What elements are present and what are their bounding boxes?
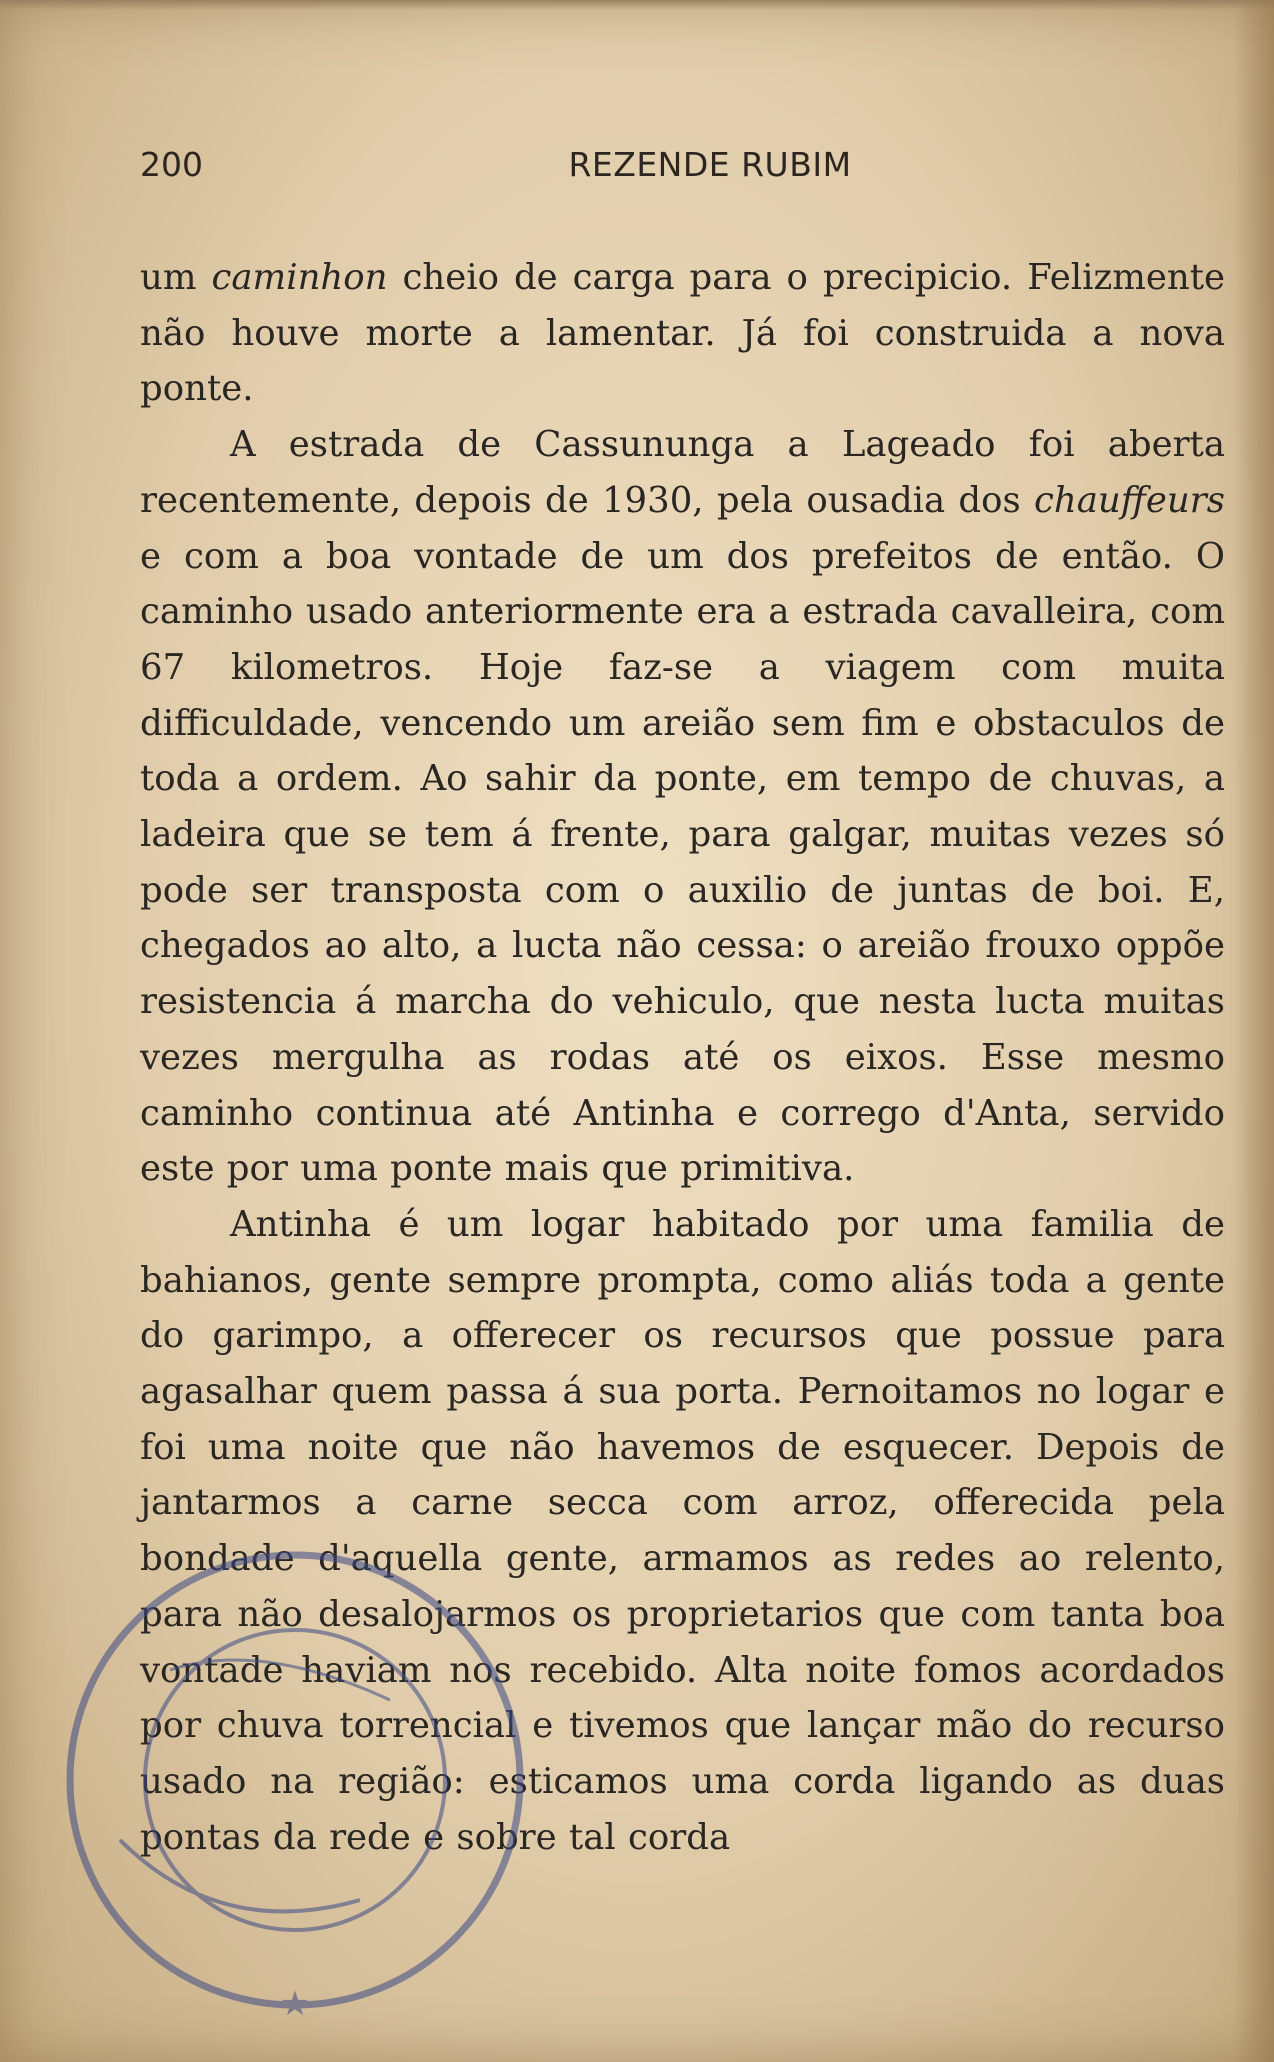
page-right-shadow (1234, 0, 1274, 2062)
svg-text:★: ★ (279, 1984, 311, 2024)
paragraph (140, 250, 1225, 417)
italic-text: chauffeurs (1034, 479, 1225, 521)
italic-text: caminhon (211, 257, 388, 298)
body-text (140, 250, 1225, 1865)
page-top-edge (0, 0, 1274, 10)
page-header (140, 145, 1220, 195)
paragraph (140, 417, 1225, 1197)
page-number: 200 (140, 145, 203, 184)
paragraph-text: Antinha é um logar habitado por uma familia de bahianos, gente sempre prompta, como aliás toda a gente do garimpo, a offerecer os recursos que possue para agasalhar quem passa á sua porta. Pernoitamos no logar e foi uma noite que não havemos de esquecer. Depois de jantarmos a carne secca com arroz, offerecida pela bondade d'aquella gente, armamos as redes ao relento, para não desalojarmos os proprietarios que com tanta boa vontade haviam nos recebido. Alta noite fomos acordados por chuva torrencial e tivemos que lançar mão do recurso usado na região: esticamos uma corda ligando as duas pontas da rede e sobre tal corda (140, 1203, 1225, 1858)
paragraph-text: cheio de carga para o precipicio. Felizmente não houve morte a lamentar. Já foi construida a nova ponte. (140, 257, 1226, 410)
running-head: REZENDE RUBIM (568, 145, 852, 184)
paragraph (140, 1197, 1225, 1865)
paragraph-text: A estrada de Cassununga a Lageado foi aberta recentemente, depois de 1930, pela ousadia dos (140, 424, 1225, 521)
paragraph-text: um (140, 257, 212, 298)
paragraph-text: e com a boa vontade de um dos prefeitos de então. O caminho usado anteriormente era a estrada cavalleira, com 67 kilometros. Hoje faz-se a viagem com muita difficuldade, vencendo um areião sem fim e obstaculos de toda a ordem. Ao sahir da ponte, em tempo de chuvas, a ladeira que se tem á frente, para galgar, muitas vezes só pode ser transposta com o auxilio de juntas de boi. E, chegados ao alto, a lucta não cessa: o areião frouxo oppõe resistencia á marcha do vehiculo, que nesta lucta muitas vezes mergulha as rodas até os eixos. Esse mesmo caminho continua até Antinha e corrego d'Anta, servido este por uma ponte mais que primitiva. (140, 535, 1225, 1190)
